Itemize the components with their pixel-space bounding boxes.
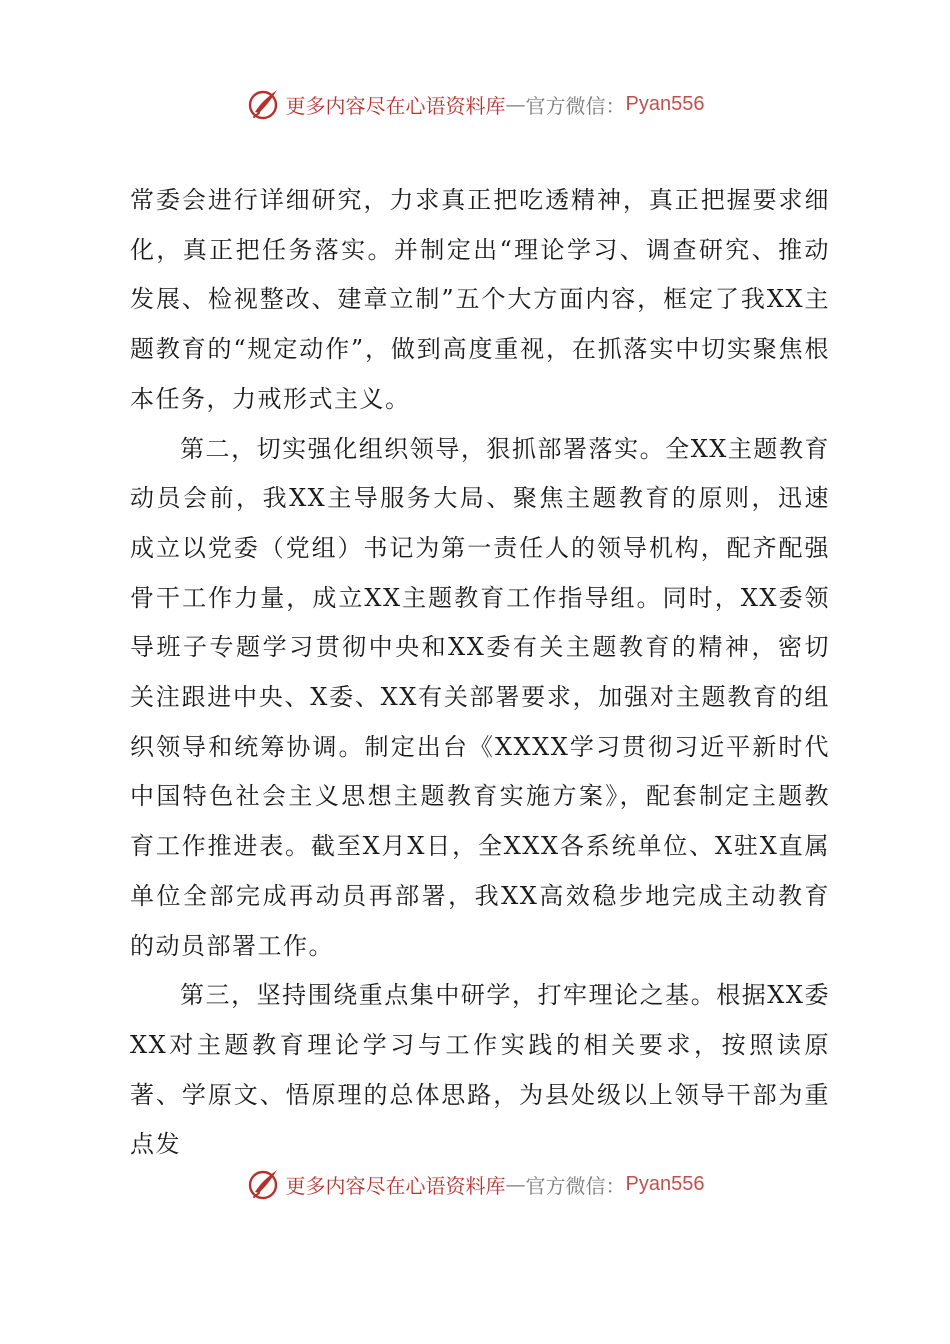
paragraph-third-point: 第三，坚持围绕重点集中研学，打牢理论之基。根据XX委XX对主题教育理论学习与工作实践的相关要求，按照读原著、学原文、悟原理的总体思路，为县处级以上领导干部为重点发 [130, 981, 830, 1159]
watermark-wechat-label: 官方微信： [525, 1173, 626, 1198]
header-watermark [0, 84, 950, 124]
watermark-wechat-id: Pyan556 [625, 92, 705, 115]
watermark-brand: 更多内容尽在心语资料库 [285, 1173, 506, 1198]
quill-logo-icon [246, 86, 282, 122]
footer-watermark [0, 1164, 950, 1204]
quill-logo-icon [246, 1166, 282, 1202]
paragraph-second-point: 第二，切实强化组织领导，狠抓部署落实。全XX主题教育动员会前，我XX主导服务大局、聚焦主题教育的原则，迅速成立以党委（党组）书记为第一责任人的领导机构，配齐配强骨干工作力量，成立XX主题教育工作指导组。同时，XX委领导班子专题学习贯彻中央和XX委有关主题教育的精神，密切关注跟进中央、X委、XX有关部署要求，加强对主题教育的组织领导和统筹协调。制定出台《XXXX学习贯彻习近平新时代中国特色社会主义思想主题教育实施方案》，配套制定主题教育工作推进表。截至X月X日，全XXX各系统单位、X驻X直属单位全部完成再动员再部署，我XX高效稳步地完成主动教育的动员部署工作。 [130, 434, 830, 960]
document-body [130, 176, 830, 1170]
watermark-wechat-label: 官方微信： [525, 93, 626, 118]
watermark-separator: — [505, 1172, 526, 1196]
watermark-wechat-id: Pyan556 [625, 1172, 705, 1195]
paragraph-continued: 常委会进行详细研究，力求真正把吃透精神，真正把握要求细化，真正把任务落实。并制定出“理论学习、调查研究、推动发展、检视整改、建章立制”五个大方面内容，框定了我XX主题教育的“规定动作”，做到高度重视，在抓落实中切实聚焦根本任务，力戒形式主义。 [130, 186, 830, 413]
watermark-separator: — [505, 92, 526, 116]
watermark-brand: 更多内容尽在心语资料库 [285, 93, 506, 118]
